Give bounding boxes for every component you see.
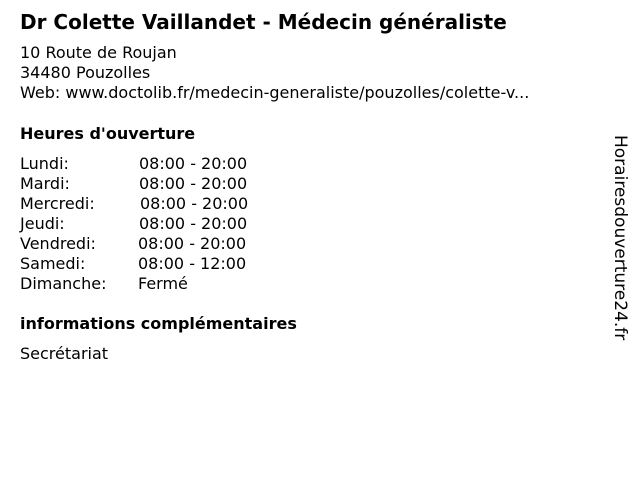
page-title: Dr Colette Vaillandet - Médecin généraliste <box>20 10 507 34</box>
day-label: Samedi: <box>20 254 86 273</box>
day-label: Dimanche: <box>20 274 107 293</box>
time-range: 08:00 - 20:00 <box>139 154 248 173</box>
city-postcode: 34480 Pouzolles <box>20 63 151 82</box>
time-range: 08:00 - 20:00 <box>139 174 248 193</box>
time-range: Fermé <box>138 274 188 293</box>
street-address: 10 Route de Roujan <box>20 43 177 62</box>
additional-info-text: Secrétariat <box>20 344 109 363</box>
opening-hours-heading: Heures d'ouverture <box>20 124 196 143</box>
website-row <box>20 83 529 103</box>
time-range: 08:00 - 12:00 <box>138 254 247 273</box>
day-label: Vendredi: <box>20 234 96 253</box>
website-link[interactable]: www.doctolib.fr/medecin-generaliste/pouzolles/colette-v... <box>65 83 530 102</box>
time-range: 08:00 - 20:00 <box>138 234 247 253</box>
website-label: Web: <box>20 83 61 102</box>
day-label: Mardi: <box>20 174 70 193</box>
day-label: Lundi: <box>20 154 69 173</box>
day-label: Mercredi: <box>20 194 95 213</box>
site-watermark: Horairesdouverture24.fr <box>610 135 630 341</box>
time-range: 08:00 - 20:00 <box>139 214 248 233</box>
time-range: 08:00 - 20:00 <box>140 194 249 213</box>
additional-info-heading: informations complémentaires <box>20 314 297 333</box>
day-label: Jeudi: <box>20 214 65 233</box>
address-block <box>20 43 529 103</box>
